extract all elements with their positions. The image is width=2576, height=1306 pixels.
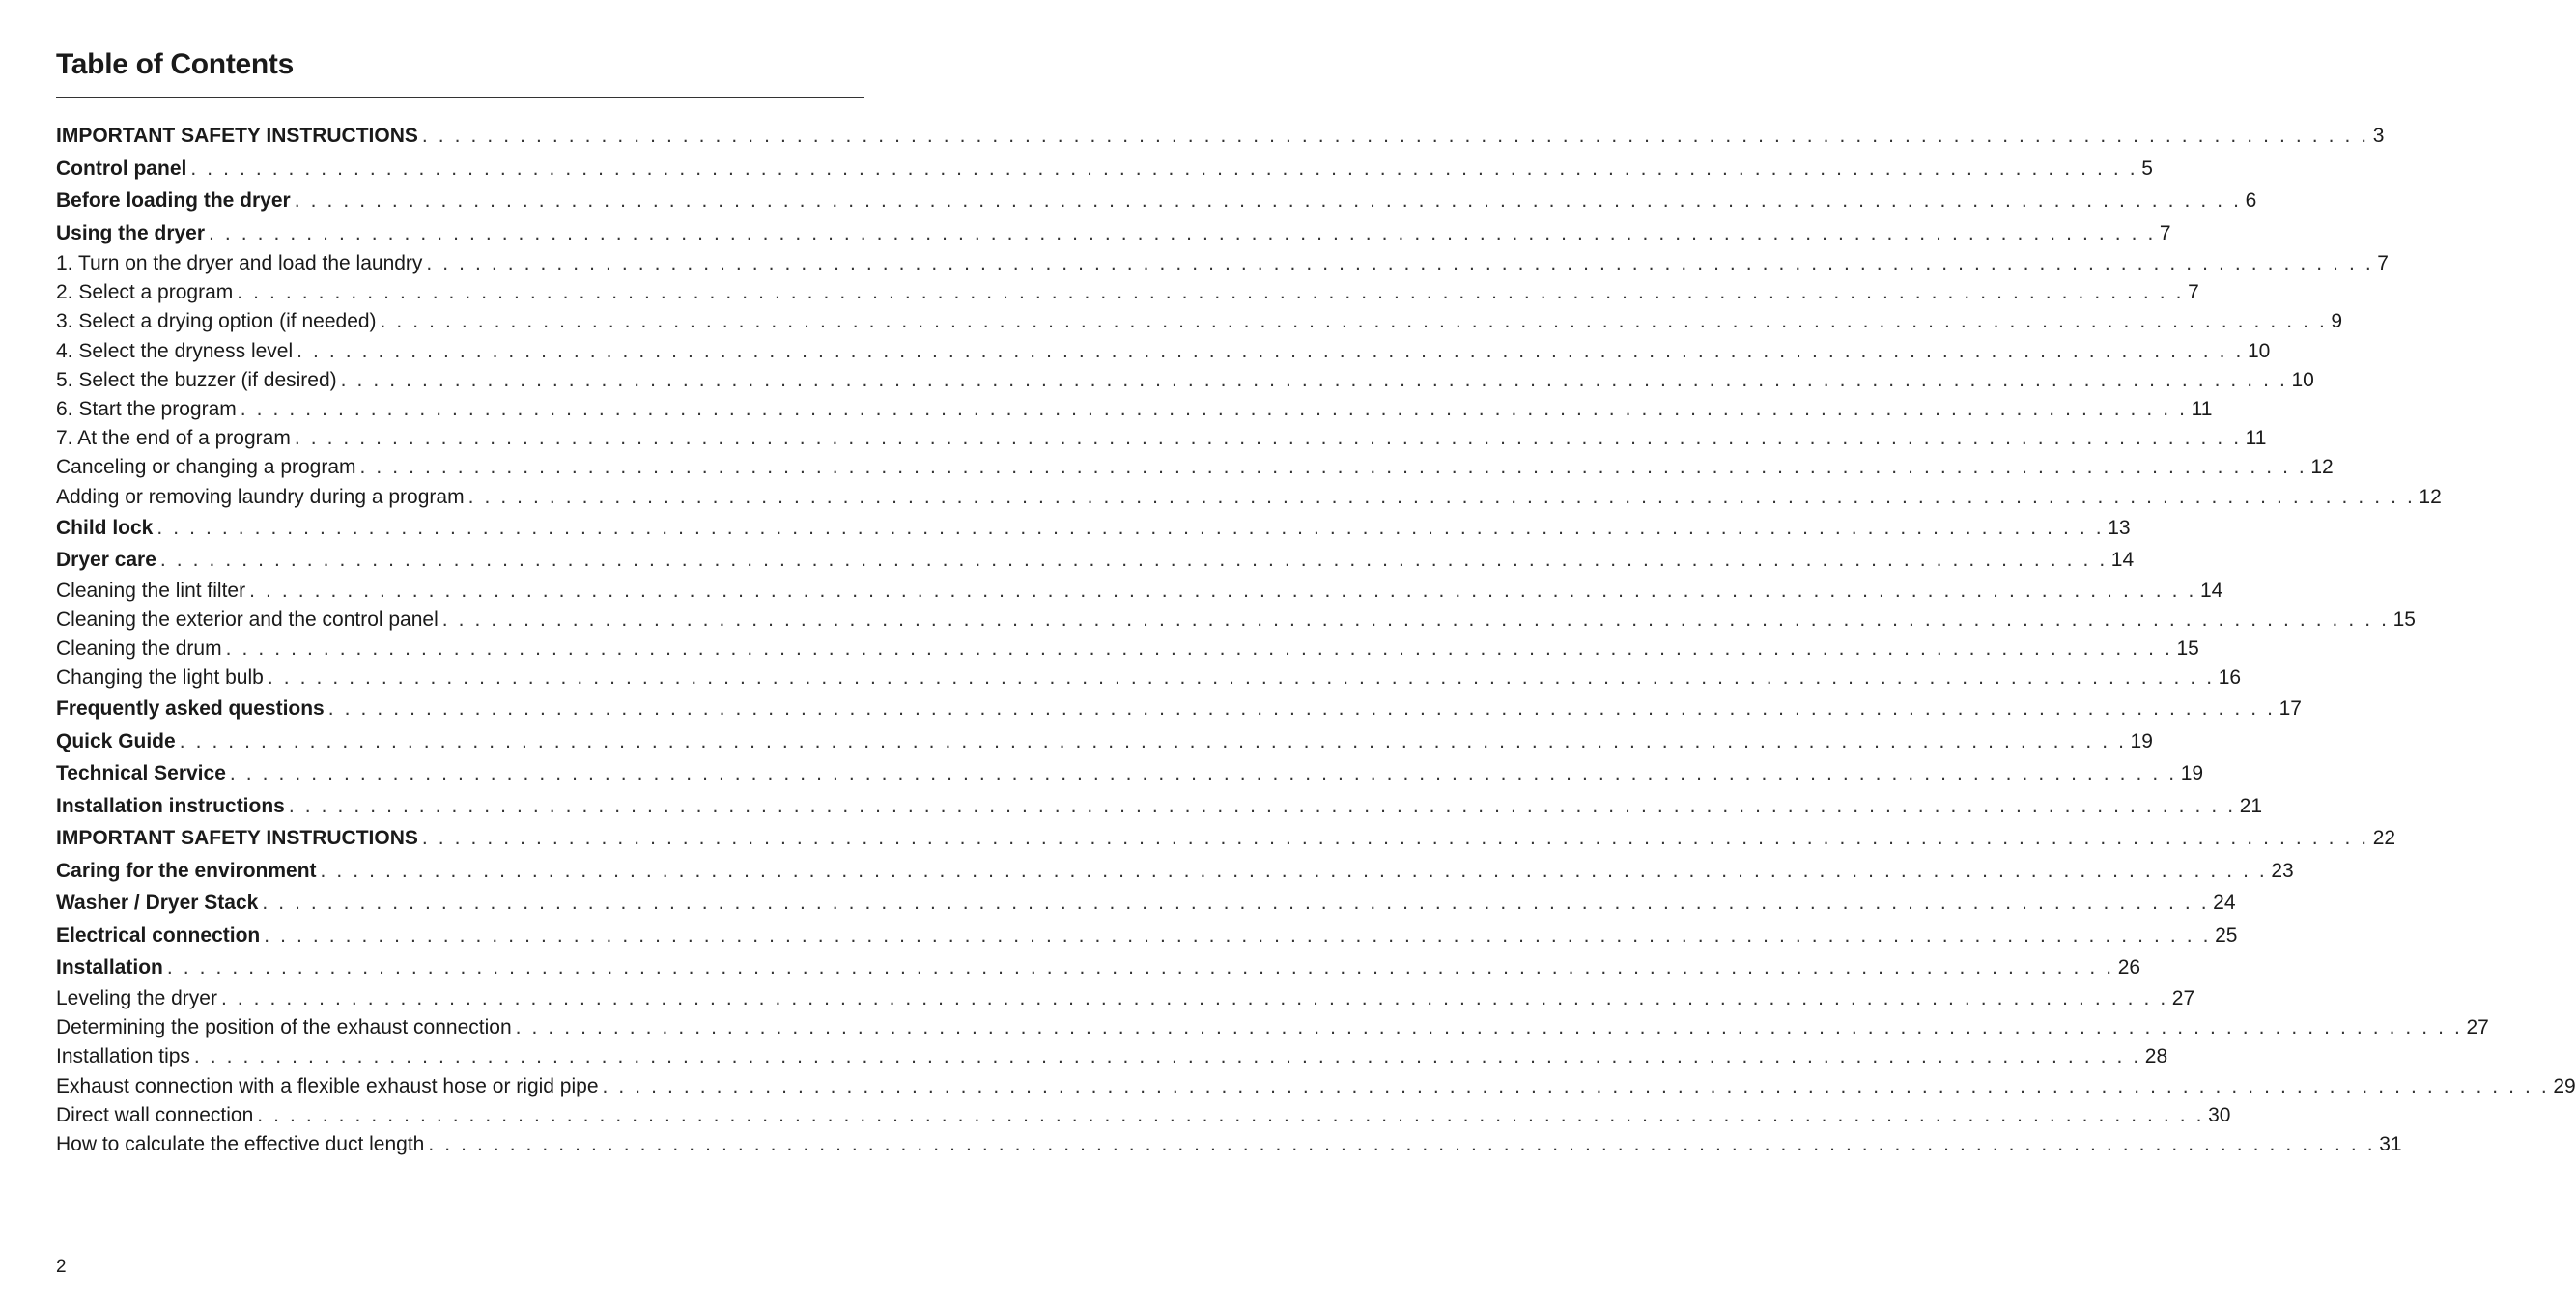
- toc-entry-label: Washer / Dryer Stack: [56, 892, 259, 915]
- toc-entry[interactable]: [56, 790, 2263, 823]
- toc-leader-dots: . . . . . . . . . . . . . . . . . . . . . . . . . . . . . . . . . . . . . . . . . . . . . . . . . . . . . . . . . . . . . . . . . . . . . . . . . . . . . . . . . . . . . . . . . . . . . . . . . . . . . . . . . . . . . . . . . . . . . . . .: [297, 339, 2244, 362]
- toc-leader-dots: . . . . . . . . . . . . . . . . . . . . . . . . . . . . . . . . . . . . . . . . . . . . . . . . . . . . . . . . . . . . . . . . . . . . . . . . . . . . . . . . . . . . . . . . . . . . . . . . . . . . . . . . . . . . . . . . . . . . . . . .: [257, 1103, 2205, 1126]
- toc-entry-label: Cleaning the drum: [56, 638, 222, 661]
- toc-entry[interactable]: [56, 337, 2271, 366]
- toc-entry[interactable]: [56, 307, 2343, 336]
- toc-entry[interactable]: [56, 249, 2389, 278]
- toc-entry-page: 7: [2159, 221, 2171, 244]
- toc-entry-label: How to calculate the effective duct length: [56, 1132, 425, 1155]
- toc-entry[interactable]: [56, 544, 2135, 577]
- toc-entry-label: Quick Guide: [56, 729, 176, 752]
- toc-leader-dots: . . . . . . . . . . . . . . . . . . . . . . . . . . . . . . . . . . . . . . . . . . . . . . . . . . . . . . . . . . . . . . . . . . . . . . . . . . . . . . . . . . . . . . . . . . . . . . . . . . . . . . . . . . . . . . . . . . . . . . . .: [426, 252, 2374, 274]
- toc-entry[interactable]: [56, 483, 2442, 512]
- toc-entry-page: 26: [2117, 956, 2141, 980]
- toc-entry[interactable]: [56, 577, 2223, 606]
- toc-leader-dots: . . . . . . . . . . . . . . . . . . . . . . . . . . . . . . . . . . . . . . . . . . . . . . . . . . . . . . . . . . . . . . . . . . . . . . . . . . . . . . . . . . . . . . . . . . . . . . . . . . . . . . . . . . . . . . . . . . . . . . . .: [190, 156, 2138, 180]
- toc-entry-page: 27: [2466, 1016, 2489, 1039]
- toc-entry[interactable]: [56, 1072, 2576, 1101]
- toc-entry[interactable]: [56, 453, 2334, 482]
- toc-leader-dots: . . . . . . . . . . . . . . . . . . . . . . . . . . . . . . . . . . . . . . . . . . . . . . . . . . . . . . . . . . . . . . . . . . . . . . . . . . . . . . . . . . . . . . . . . . . . . . . . . . . . . . . . . . . . . . . . . . . . . . . .: [359, 456, 2307, 479]
- toc-entry-page: 21: [2239, 794, 2263, 817]
- toc-entry-page: 6: [2245, 189, 2257, 212]
- toc-entry-label: Cleaning the exterior and the control panel: [56, 608, 439, 631]
- toc-entry-label: Caring for the environment: [56, 859, 317, 882]
- toc-entry[interactable]: [56, 1013, 2489, 1042]
- toc-leader-dots: . . . . . . . . . . . . . . . . . . . . . . . . . . . . . . . . . . . . . . . . . . . . . . . . . . . . . . . . . . . . . . . . . . . . . . . . . . . . . . . . . . . . . . . . . . . . . . . . . . . . . . . . . . . . . . . . . . . . . . . .: [380, 310, 2328, 333]
- toc-leader-dots: . . . . . . . . . . . . . . . . . . . . . . . . . . . . . . . . . . . . . . . . . . . . . . . . . . . . . . . . . . . . . . . . . . . . . . . . . . . . . . . . . . . . . . . . . . . . . . . . . . . . . . . . . . . . . . . . . . . . . . . .: [327, 697, 2276, 721]
- toc-entry-page: 16: [2218, 667, 2242, 690]
- toc-entry-page: 12: [2310, 456, 2334, 479]
- toc-leader-dots: . . . . . . . . . . . . . . . . . . . . . . . . . . . . . . . . . . . . . . . . . . . . . . . . . . . . . . . . . . . . . . . . . . . . . . . . . . . . . . . . . . . . . . . . . . . . . . . . . . . . . . . . . . . . . . . . . . . . . . . .: [421, 827, 2369, 850]
- toc-entry-label: Adding or removing laundry during a program: [56, 485, 465, 508]
- toc-entry-page: 31: [2379, 1132, 2402, 1155]
- toc-entry-label: Before loading the dryer: [56, 189, 291, 212]
- title-divider: [56, 97, 864, 98]
- toc-entry-page: 13: [2108, 516, 2131, 539]
- toc-leader-dots: . . . . . . . . . . . . . . . . . . . . . . . . . . . . . . . . . . . . . . . . . . . . . . . . . . . . . . . . . . . . . . . . . . . . . . . . . . . . . . . . . . . . . . . . . . . . . . . . . . . . . . . . . . . . . . . . . . . . . . . .: [262, 892, 2210, 915]
- toc-leader-dots: . . . . . . . . . . . . . . . . . . . . . . . . . . . . . . . . . . . . . . . . . . . . . . . . . . . . . . . . . . . . . . . . . . . . . . . . . . . . . . . . . . . . . . . . . . . . . . . . . . . . . . . . . . . . . . . . . . . . . . . .: [159, 549, 2108, 572]
- toc-entry[interactable]: [56, 984, 2195, 1013]
- toc-entry[interactable]: [56, 757, 2204, 790]
- toc-entry-page: 23: [2271, 859, 2294, 882]
- toc-entry[interactable]: [56, 725, 2153, 758]
- toc-entry[interactable]: [56, 1042, 2168, 1071]
- toc-entry[interactable]: [56, 664, 2242, 693]
- toc-entry[interactable]: [56, 185, 2257, 217]
- toc-entry-label: Control panel: [56, 156, 187, 180]
- toc-entry-page: 30: [2208, 1103, 2231, 1126]
- toc-leader-dots: . . . . . . . . . . . . . . . . . . . . . . . . . . . . . . . . . . . . . . . . . . . . . . . . . . . . . . . . . . . . . . . . . . . . . . . . . . . . . . . . . . . . . . . . . . . . . . . . . . . . . . . . . . . . . . . . . . . . . . . .: [193, 1045, 2141, 1068]
- toc-entry-label: 3. Select a drying option (if needed): [56, 310, 377, 333]
- toc-entry-page: 15: [2176, 638, 2199, 661]
- toc-entry-label: 1. Turn on the dryer and load the laundry: [56, 252, 423, 274]
- toc-entry-page: 19: [2180, 762, 2204, 785]
- toc-entry[interactable]: [56, 120, 2385, 153]
- toc-leader-dots: . . . . . . . . . . . . . . . . . . . . . . . . . . . . . . . . . . . . . . . . . . . . . . . . . . . . . . . . . . . . . . . . . . . . . . . . . . . . . . . . . . . . . . . . . . . . . . . . . . . . . . . . . . . . . . . . . . . . . . . .: [267, 667, 2215, 690]
- toc-leader-dots: . . . . . . . . . . . . . . . . . . . . . . . . . . . . . . . . . . . . . . . . . . . . . . . . . . . . . . . . . . . . . . . . . . . . . . . . . . . . . . . . . . . . . . . . . . . . . . . . . . . . . . . . . . . . . . . . . . . . . . . .: [237, 281, 2185, 304]
- toc-leader-dots: . . . . . . . . . . . . . . . . . . . . . . . . . . . . . . . . . . . . . . . . . . . . . . . . . . . . . . . . . . . . . . . . . . . . . . . . . . . . . . . . . . . . . . . . . . . . . . . . . . . . . . . . . . . . . . . . . . . . . . . .: [179, 729, 2127, 752]
- toc-entry-label: Installation: [56, 956, 163, 980]
- toc-entry-label: Using the dryer: [56, 221, 206, 244]
- toc-entry-page: 11: [2245, 427, 2267, 450]
- toc-leader-dots: . . . . . . . . . . . . . . . . . . . . . . . . . . . . . . . . . . . . . . . . . . . . . . . . . . . . . . . . . . . . . . . . . . . . . . . . . . . . . . . . . . . . . . . . . . . . . . . . . . . . . . . . . . . . . . . . . . . . . . . .: [249, 579, 2196, 602]
- toc-entry[interactable]: [56, 278, 2199, 307]
- toc-entry-label: Electrical connection: [56, 923, 261, 947]
- toc-entry-page: 15: [2392, 608, 2416, 631]
- toc-leader-dots: . . . . . . . . . . . . . . . . . . . . . . . . . . . . . . . . . . . . . . . . . . . . . . . . . . . . . . . . . . . . . . . . . . . . . . . . . . . . . . . . . . . . . . . . . . . . . . . . . . . . . . . . . . . . . . . . . . . . . . . .: [240, 397, 2188, 420]
- toc-entry-page: 29: [2553, 1074, 2576, 1097]
- toc-entry-page: 17: [2279, 697, 2302, 721]
- toc-entry-label: Dryer care: [56, 549, 156, 572]
- table-of-contents: [56, 120, 2576, 1159]
- toc-entry-page: 10: [2247, 339, 2271, 362]
- toc-leader-dots: . . . . . . . . . . . . . . . . . . . . . . . . . . . . . . . . . . . . . . . . . . . . . . . . . . . . . . . . . . . . . . . . . . . . . . . . . . . . . . . . . . . . . . . . . . . . . . . . . . . . . . . . . . . . . . . . . . . . . . . .: [294, 189, 2242, 212]
- toc-entry-page: 14: [2110, 549, 2135, 572]
- page-title: Table of Contents: [56, 48, 295, 80]
- toc-entry[interactable]: [56, 1101, 2231, 1130]
- toc-entry-label: 4. Select the dryness level: [56, 339, 294, 362]
- toc-entry-label: Frequently asked questions: [56, 697, 325, 721]
- toc-entry-label: Technical Service: [56, 762, 226, 785]
- toc-entry[interactable]: [56, 366, 2314, 395]
- toc-entry[interactable]: [56, 1130, 2402, 1159]
- toc-entry-label: Determining the position of the exhaust connection: [56, 1016, 512, 1039]
- toc-entry-page: 24: [2213, 892, 2236, 915]
- toc-entry-page: 10: [2291, 368, 2314, 391]
- toc-entry[interactable]: [56, 153, 2153, 185]
- toc-leader-dots: . . . . . . . . . . . . . . . . . . . . . . . . . . . . . . . . . . . . . . . . . . . . . . . . . . . . . . . . . . . . . . . . . . . . . . . . . . . . . . . . . . . . . . . . . . . . . . . . . . . . . . . . . . . . . . . . . . . . . . . .: [320, 859, 2268, 882]
- toc-leader-dots: . . . . . . . . . . . . . . . . . . . . . . . . . . . . . . . . . . . . . . . . . . . . . . . . . . . . . . . . . . . . . . . . . . . . . . . . . . . . . . . . . . . . . . . . . . . . . . . . . . . . . . . . . . . . . . . . . . . . . . . .: [441, 608, 2390, 631]
- toc-leader-dots: . . . . . . . . . . . . . . . . . . . . . . . . . . . . . . . . . . . . . . . . . . . . . . . . . . . . . . . . . . . . . . . . . . . . . . . . . . . . . . . . . . . . . . . . . . . . . . . . . . . . . . . . . . . . . . . . . . . . . . . .: [264, 923, 2212, 947]
- toc-leader-dots: . . . . . . . . . . . . . . . . . . . . . . . . . . . . . . . . . . . . . . . . . . . . . . . . . . . . . . . . . . . . . . . . . . . . . . . . . . . . . . . . . . . . . . . . . . . . . . . . . . . . . . . . . . . . . . . . . . . . . . . .: [229, 762, 2177, 785]
- toc-entry-page: 5: [2141, 156, 2153, 180]
- toc-entry-page: 28: [2144, 1045, 2168, 1068]
- toc-entry-label: 6. Start the program: [56, 397, 237, 420]
- toc-entry-page: 3: [2372, 125, 2385, 147]
- toc-leader-dots: . . . . . . . . . . . . . . . . . . . . . . . . . . . . . . . . . . . . . . . . . . . . . . . . . . . . . . . . . . . . . . . . . . . . . . . . . . . . . . . . . . . . . . . . . . . . . . . . . . . . . . . . . . . . . . . . . . . . . . . .: [209, 221, 2156, 244]
- toc-entry[interactable]: [56, 855, 2294, 888]
- toc-entry-label: IMPORTANT SAFETY INSTRUCTIONS: [56, 125, 418, 147]
- toc-leader-dots: . . . . . . . . . . . . . . . . . . . . . . . . . . . . . . . . . . . . . . . . . . . . . . . . . . . . . . . . . . . . . . . . . . . . . . . . . . . . . . . . . . . . . . . . . . . . . . . . . . . . . . . . . . . . . . . . . . . . . . . .: [220, 986, 2168, 1009]
- toc-entry-page: 9: [2331, 310, 2343, 333]
- toc-leader-dots: . . . . . . . . . . . . . . . . . . . . . . . . . . . . . . . . . . . . . . . . . . . . . . . . . . . . . . . . . . . . . . . . . . . . . . . . . . . . . . . . . . . . . . . . . . . . . . . . . . . . . . . . . . . . . . . . . . . . . . . .: [288, 794, 2236, 817]
- toc-entry-page: 11: [2191, 397, 2213, 420]
- toc-entry[interactable]: [56, 822, 2396, 855]
- toc-entry-page: 27: [2171, 986, 2195, 1009]
- toc-entry-label: IMPORTANT SAFETY INSTRUCTIONS: [56, 827, 418, 850]
- toc-entry[interactable]: [56, 606, 2416, 635]
- toc-entry[interactable]: [56, 693, 2302, 725]
- toc-entry-label: Child lock: [56, 516, 154, 539]
- toc-entry-label: Leveling the dryer: [56, 986, 217, 1009]
- toc-leader-dots: . . . . . . . . . . . . . . . . . . . . . . . . . . . . . . . . . . . . . . . . . . . . . . . . . . . . . . . . . . . . . . . . . . . . . . . . . . . . . . . . . . . . . . . . . . . . . . . . . . . . . . . . . . . . . . . . . . . . . . . .: [467, 485, 2416, 508]
- toc-leader-dots: . . . . . . . . . . . . . . . . . . . . . . . . . . . . . . . . . . . . . . . . . . . . . . . . . . . . . . . . . . . . . . . . . . . . . . . . . . . . . . . . . . . . . . . . . . . . . . . . . . . . . . . . . . . . . . . . . . . . . . . .: [421, 125, 2369, 147]
- toc-entry[interactable]: [56, 424, 2267, 453]
- toc-entry[interactable]: [56, 217, 2171, 250]
- toc-entry[interactable]: [56, 395, 2213, 424]
- toc-entry[interactable]: [56, 951, 2141, 984]
- toc-leader-dots: . . . . . . . . . . . . . . . . . . . . . . . . . . . . . . . . . . . . . . . . . . . . . . . . . . . . . . . . . . . . . . . . . . . . . . . . . . . . . . . . . . . . . . . . . . . . . . . . . . . . . . . . . . . . . . . . . . . . . . . .: [515, 1016, 2463, 1039]
- toc-entry-page: 12: [2419, 485, 2442, 508]
- toc-entry-label: 2. Select a program: [56, 281, 234, 304]
- toc-entry[interactable]: [56, 512, 2131, 545]
- toc-entry-label: Exhaust connection with a flexible exhaust hose or rigid pipe: [56, 1074, 599, 1097]
- toc-entry-label: Cleaning the lint filter: [56, 579, 246, 602]
- toc-entry[interactable]: [56, 920, 2238, 952]
- toc-entry-label: Direct wall connection: [56, 1103, 254, 1126]
- toc-entry-page: 22: [2372, 827, 2396, 850]
- toc-entry[interactable]: [56, 635, 2199, 664]
- toc-entry-label: 7. At the end of a program: [56, 427, 291, 450]
- toc-entry-label: 5. Select the buzzer (if desired): [56, 368, 337, 391]
- toc-entry-page: 7: [2188, 281, 2199, 304]
- toc-entry-page: 7: [2377, 252, 2389, 274]
- toc-leader-dots: . . . . . . . . . . . . . . . . . . . . . . . . . . . . . . . . . . . . . . . . . . . . . . . . . . . . . . . . . . . . . . . . . . . . . . . . . . . . . . . . . . . . . . . . . . . . . . . . . . . . . . . . . . . . . . . . . . . . . . . .: [156, 516, 2105, 539]
- toc-entry-page: 14: [2199, 579, 2223, 602]
- toc-leader-dots: . . . . . . . . . . . . . . . . . . . . . . . . . . . . . . . . . . . . . . . . . . . . . . . . . . . . . . . . . . . . . . . . . . . . . . . . . . . . . . . . . . . . . . . . . . . . . . . . . . . . . . . . . . . . . . . . . . . . . . . .: [166, 956, 2114, 980]
- toc-leader-dots: . . . . . . . . . . . . . . . . . . . . . . . . . . . . . . . . . . . . . . . . . . . . . . . . . . . . . . . . . . . . . . . . . . . . . . . . . . . . . . . . . . . . . . . . . . . . . . . . . . . . . . . . . . . . . . . . . . . . . . . .: [428, 1132, 2376, 1155]
- toc-entry-label: Canceling or changing a program: [56, 456, 356, 479]
- toc-entry-page: 25: [2215, 923, 2238, 947]
- toc-entry[interactable]: [56, 887, 2236, 920]
- toc-entry-label: Changing the light bulb: [56, 667, 264, 690]
- toc-leader-dots: . . . . . . . . . . . . . . . . . . . . . . . . . . . . . . . . . . . . . . . . . . . . . . . . . . . . . . . . . . . . . . . . . . . . . . . . . . . . . . . . . . . . . . . . . . . . . . . . . . . . . . . . . . . . . . . . . . . . . . . .: [294, 427, 2242, 450]
- toc-leader-dots: . . . . . . . . . . . . . . . . . . . . . . . . . . . . . . . . . . . . . . . . . . . . . . . . . . . . . . . . . . . . . . . . . . . . . . . . . . . . . . . . . . . . . . . . . . . . . . . . . . . . . . . . . . . . . . . . . . . . . . . .: [225, 638, 2173, 661]
- toc-entry-label: Installation tips: [56, 1045, 190, 1068]
- toc-leader-dots: . . . . . . . . . . . . . . . . . . . . . . . . . . . . . . . . . . . . . . . . . . . . . . . . . . . . . . . . . . . . . . . . . . . . . . . . . . . . . . . . . . . . . . . . . . . . . . . . . . . . . . . . . . . . . . . . . . . . . . . .: [602, 1074, 2550, 1097]
- toc-leader-dots: . . . . . . . . . . . . . . . . . . . . . . . . . . . . . . . . . . . . . . . . . . . . . . . . . . . . . . . . . . . . . . . . . . . . . . . . . . . . . . . . . . . . . . . . . . . . . . . . . . . . . . . . . . . . . . . . . . . . . . . .: [340, 368, 2288, 391]
- toc-entry-page: 19: [2130, 729, 2153, 752]
- toc-entry-label: Installation instructions: [56, 794, 285, 817]
- page-number: 2: [56, 1257, 67, 1277]
